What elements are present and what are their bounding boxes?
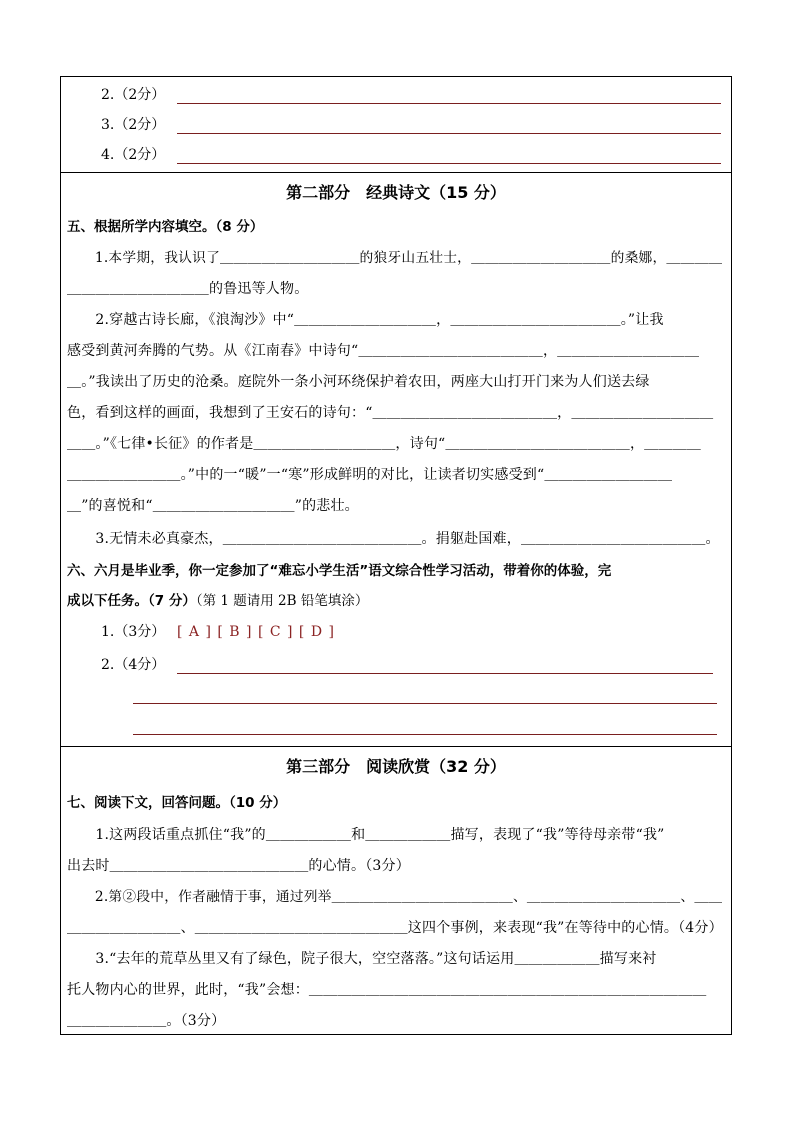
part1-item-2-answer-line[interactable]	[177, 103, 721, 104]
q7-line-1: 1.这两段话重点抓住“我”的＿＿＿＿＿＿和＿＿＿＿＿＿描写，表现了“我”等待母亲带“我”	[67, 827, 665, 843]
q5-line-7: ＿＿。”《七律•长征》的作者是＿＿＿＿＿＿＿＿＿＿，诗句“＿＿＿＿＿＿＿＿＿＿＿＿＿，＿＿＿＿	[67, 436, 701, 452]
q6-item-1-label: 1.（3分）	[101, 624, 166, 640]
q7-line-5: 3.“去年的荒草丛里又有了绿色，院子很大，空空落落。”这句话运用＿＿＿＿＿＿描写来衬	[67, 951, 657, 967]
q5-line-5: ＿。”我读出了历史的沧桑。庭院外一条小河环绕保护着农田，两座大山打开门来为人们送去绿	[67, 374, 650, 390]
part1-item-2-label: 2.（2分）	[101, 87, 166, 103]
q7-line-2: 出去时＿＿＿＿＿＿＿＿＿＿＿＿＿＿的心情。（3分）	[67, 858, 410, 874]
part1-item-3-label: 3.（2分）	[101, 117, 166, 133]
q6-heading-line-2	[67, 591, 368, 611]
q5-line-10: 3.无情未必真豪杰，＿＿＿＿＿＿＿＿＿＿＿＿＿＿。捐躯赴国难，＿＿＿＿＿＿＿＿＿＿＿＿＿。	[67, 531, 720, 547]
q5-line-4: 感受到黄河奔腾的气势。从《江南春》中诗句“＿＿＿＿＿＿＿＿＿＿＿＿＿，＿＿＿＿＿＿＿＿＿＿	[67, 343, 700, 359]
q6-heading-line-1: 六、六月是毕业季，你一定参加了“难忘小学生活”语文综合性学习活动，带着你的体验，完	[67, 563, 612, 579]
q5-line-3: 2.穿越古诗长廊，《浪淘沙》中“＿＿＿＿＿＿＿＿＿＿，＿＿＿＿＿＿＿＿＿＿＿＿。”让我	[67, 312, 664, 328]
q7-line-3: 2.第②段中，作者融情于事，通过列举＿＿＿＿＿＿＿＿＿＿＿＿＿、＿＿＿＿＿＿＿＿＿＿＿、＿＿	[67, 889, 723, 905]
part2-title: 第二部分 经典诗文（15 分）	[286, 183, 506, 202]
q6-heading-note: （第 1 题请用 2B 铅笔填涂）	[195, 593, 369, 609]
q5-line-9: ＿”的喜悦和“＿＿＿＿＿＿＿＿＿＿”的悲壮。	[67, 498, 359, 514]
part1-item-4-label: 4.（2分）	[101, 147, 166, 163]
q6-item-1-options[interactable]: [ A ] [ B ] [ C ] [ D ]	[177, 624, 335, 640]
q7-line-7: ＿＿＿＿＿＿＿。（3分）	[67, 1013, 226, 1029]
q5-line-2: ＿＿＿＿＿＿＿＿＿＿的鲁迅等人物。	[67, 281, 309, 297]
q7-line-6: 托人物内心的世界，此时，“我”会想：＿＿＿＿＿＿＿＿＿＿＿＿＿＿＿＿＿＿＿＿＿＿＿＿＿＿＿＿	[67, 982, 707, 998]
q5-line-8: ＿＿＿＿＿＿＿＿。”中的一“暖”一“寒”形成鲜明的对比，让读者切实感受到“＿＿＿＿＿＿＿＿＿	[67, 467, 673, 483]
part3-section	[61, 747, 731, 1035]
q6-item-2-answer-line-3[interactable]	[133, 734, 717, 735]
answer-sheet	[60, 76, 732, 1035]
q5-heading: 五、根据所学内容填空。（8 分）	[67, 219, 264, 235]
q6-item-2-answer-line-2[interactable]	[133, 703, 717, 704]
q6-heading-line-2-text: 成以下任务。（7 分）	[67, 593, 196, 609]
part1-section	[61, 77, 731, 173]
part2-section	[61, 173, 731, 747]
q7-heading: 七、阅读下文，回答问题。（10 分）	[67, 795, 287, 811]
q5-line-6: 色，看到这样的画面，我想到了王安石的诗句：“＿＿＿＿＿＿＿＿＿＿＿＿＿，＿＿＿＿＿＿＿＿＿＿	[67, 405, 714, 421]
part1-item-4-answer-line[interactable]	[177, 163, 721, 164]
q7-line-4: ＿＿＿＿＿＿＿＿、＿＿＿＿＿＿＿＿＿＿＿＿＿＿＿这四个事例，来表现“我”在等待中的心情。（4分）	[67, 920, 723, 936]
q6-item-2-label: 2.（4分）	[101, 657, 166, 673]
q6-item-2-answer-line-1[interactable]	[177, 673, 713, 674]
q5-line-1: 1.本学期，我认识了＿＿＿＿＿＿＿＿＿＿的狼牙山五壮士，＿＿＿＿＿＿＿＿＿＿的桑娜，＿＿＿＿	[67, 250, 723, 266]
part1-item-3-answer-line[interactable]	[177, 133, 721, 134]
part3-title: 第三部分 阅读欣赏（32 分）	[286, 757, 506, 776]
